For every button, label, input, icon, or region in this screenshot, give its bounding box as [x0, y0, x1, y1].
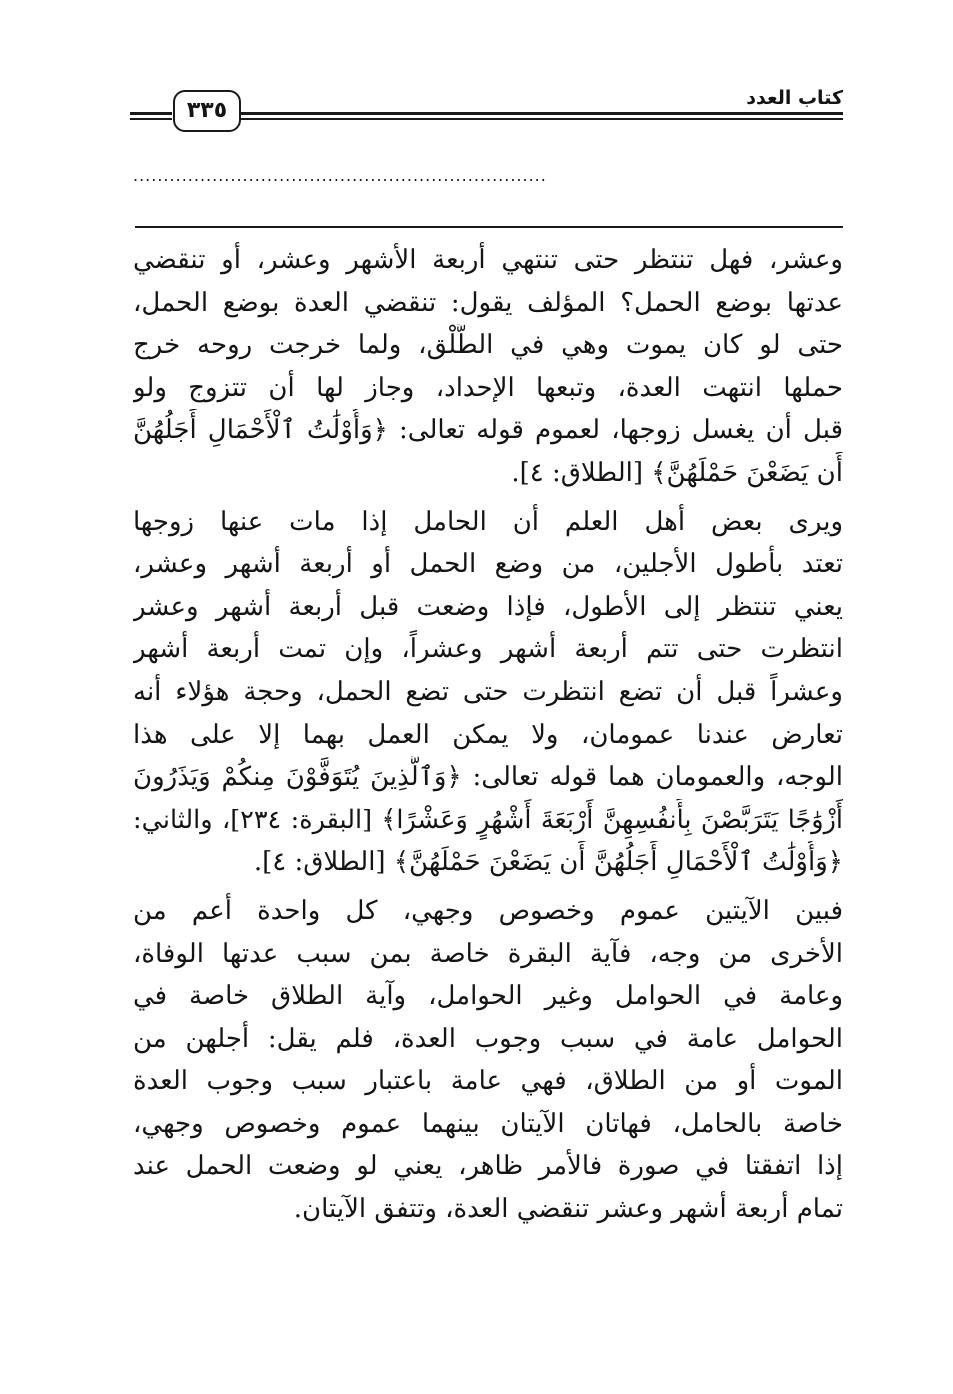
text-line: الموت أو من الطلاق، فهي عامة باعتبار سبب وجوب العدة	[133, 1066, 843, 1097]
paragraph	[133, 239, 843, 495]
paragraph	[133, 890, 843, 1231]
text-line: يعني تنتظر إلى الأطول، فإذا وضعت قبل أربعة أشهر وعشر	[133, 591, 843, 622]
chapter-title: كتاب العدد	[742, 84, 843, 112]
text-line: أَن يَضَعْنَ حَمْلَهُنَّ﴾ [الطلاق: ٤].	[511, 457, 843, 488]
text-line: تعارض عندنا عمومان، ولا يمكن العمل بهما إلا على هذا	[133, 719, 843, 750]
header-rule	[130, 118, 172, 120]
text-line: ويرى بعض أهل العلم أن الحامل إذا مات عنها زوجها	[133, 506, 843, 537]
text-line: فبين الآيتين عموم وخصوص وجهي، كل واحدة أعم من	[133, 895, 843, 926]
text-line: خاصة بالحامل، فهاتان الآيتان بينهما عموم وخصوص وجهي،	[133, 1108, 843, 1139]
dotted-separator: ....................................................................	[133, 166, 547, 185]
text-line: الأخرى من وجه، فآية البقرة خاصة بمن سبب عدتها الوفاة،	[133, 938, 843, 969]
text-line: ﴿وَأُوْلَٰتُ ٱلْأَحْمَالِ أَجَلُهُنَّ أَن يَضَعْنَ حَمْلَهُنَّ﴾ [الطلاق: ٤].	[253, 847, 843, 878]
text-line: الحوامل عامة في سبب وجوب العدة، فلم يقل: أجلهن من	[133, 1023, 843, 1054]
text-line: وعامة في الحوامل وغير الحوامل، وآية الطلاق خاصة في	[133, 981, 843, 1012]
text-line: حتى لو كان يموت وهي في الطَّلْق، ولما خرجت روحه خرج	[133, 330, 843, 361]
header-rule	[239, 112, 843, 115]
text-line: قبل أن يغسل زوجها، لعموم قوله تعالى: ﴿وَأُوْلَٰتُ ٱلْأَحْمَالِ أَجَلُهُنَّ	[133, 415, 843, 446]
header-rule	[239, 118, 843, 120]
text-line: عدتها بوضع الحمل؟ المؤلف يقول: تنقضي العدة بوضع الحمل،	[133, 287, 843, 318]
separator-rule	[135, 226, 843, 228]
paragraph	[133, 501, 843, 884]
text-line: حملها انتهت العدة، وتبعها الإحداد، وجاز لها أن تتزوج ولو	[133, 372, 843, 403]
text-line: الوجه، والعمومان هما قوله تعالى: ﴿وَٱلَّذِينَ يُتَوَفَّوْنَ مِنكُمْ وَيَذَرُونَ	[133, 762, 843, 793]
text-line: إذا اتفقتا في صورة فالأمر ظاهر، يعني لو وضعت الحمل عند	[133, 1151, 843, 1182]
text-line: تمام أربعة أشهر وعشر تنقضي العدة، وتتفق الآيتان.	[293, 1194, 843, 1225]
text-line: وعشر، فهل تنتظر حتى تنتهي أربعة الأشهر وعشر، أو تنقضي	[133, 245, 843, 275]
text-line: أَزْوَٰجًا يَتَرَبَّصْنَ بِأَنفُسِهِنَّ أَرْبَعَةَ أَشْهُرٍ وَعَشْرًا﴾ [البقرة: ٢٣٤]، والثاني:	[133, 804, 843, 835]
text-line: تعتد بأطول الأجلين، من وضع الحمل أو أربعة أشهر وعشر،	[133, 549, 843, 580]
header-rule	[130, 112, 172, 115]
body-text	[133, 239, 843, 1231]
text-line: انتظرت حتى تتم أربعة أشهر وعشراً، وإن تمت أربعة أشهر	[133, 634, 843, 665]
text-line: وعشراً قبل أن تضع انتظرت حتى تضع الحمل، وحجة هؤلاء أنه	[133, 676, 843, 707]
page-number: ٣٣٥	[173, 90, 241, 132]
page-header	[130, 84, 843, 130]
